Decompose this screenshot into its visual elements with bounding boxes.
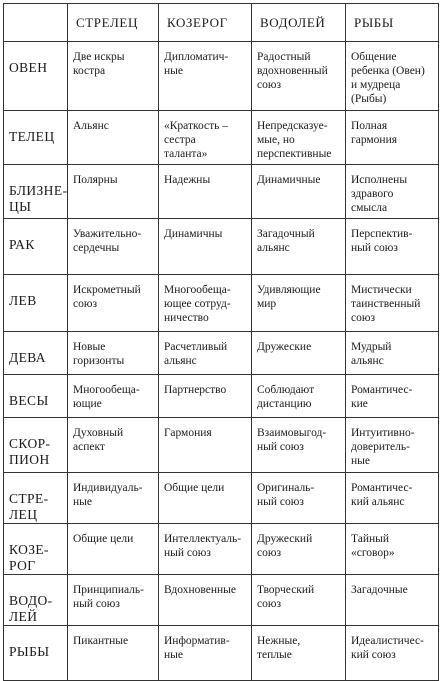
table-cell: Пикантные (68, 626, 159, 681)
table-cell: Полярны (68, 165, 159, 219)
table-cell: Гармония (159, 418, 252, 473)
header-row (4, 4, 439, 42)
row-header-leo: ЛЕВ (4, 275, 68, 332)
table-cell: Интуитивно- доверитель- ные (346, 418, 439, 473)
table-cell: Романтичес- кие (346, 375, 439, 418)
table-cell: Общие цели (68, 524, 159, 575)
table-row (4, 332, 439, 375)
table-cell: Общие цели (159, 473, 252, 524)
table-cell: Интеллектуаль- ный союз (159, 524, 252, 575)
row-header-sagittarius: СТРЕ- ЛЕЦ (4, 473, 68, 524)
corner-cell (4, 4, 68, 42)
table-cell: Перспектив- ный союз (346, 219, 439, 275)
table-cell: Уважительно- сердечны (68, 219, 159, 275)
table-cell: Партнерство (159, 375, 252, 418)
row-header-gemini: БЛИЗНЕ- ЦЫ (4, 165, 68, 219)
row-header-cancer: РАК (4, 219, 68, 275)
row-header-scorpio: СКОР- ПИОН (4, 418, 68, 473)
table-cell: «Краткость – сестра таланта» (159, 111, 252, 165)
table-cell: Идеалистичес- кий союз (346, 626, 439, 681)
table-cell: Оригиналь- ный союз (252, 473, 346, 524)
table-cell: Динамичны (159, 219, 252, 275)
table-cell: Удивляющие мир (252, 275, 346, 332)
table-row (4, 275, 439, 332)
column-header-capricorn: КОЗЕРОГ (159, 4, 252, 42)
table-row (4, 219, 439, 275)
table-cell: Дипломатич- ные (159, 42, 252, 111)
column-header-sagittarius: СТРЕЛЕЦ (68, 4, 159, 42)
table-row (4, 165, 439, 219)
table-cell: Тайный «сговор» (346, 524, 439, 575)
table-row (4, 575, 439, 626)
table-row (4, 375, 439, 418)
column-header-aquarius: ВОДОЛЕЙ (252, 4, 346, 42)
table-cell: Дружеские (252, 332, 346, 375)
table-cell: Индивидуаль- ные (68, 473, 159, 524)
compatibility-table (3, 3, 439, 681)
table-cell: Творческий союз (252, 575, 346, 626)
row-header-taurus: ТЕЛЕЦ (4, 111, 68, 165)
table-cell: Исполнены здравого смысла (346, 165, 439, 219)
table-cell: Мистически таинственный союз (346, 275, 439, 332)
table-row (4, 473, 439, 524)
table-cell: Принципиаль- ный союз (68, 575, 159, 626)
table-row (4, 524, 439, 575)
row-header-virgo: ДЕВА (4, 332, 68, 375)
column-header-pisces: РЫБЫ (346, 4, 439, 42)
row-header-libra: ВЕСЫ (4, 375, 68, 418)
table-cell: Нежные, теплые (252, 626, 346, 681)
row-header-aquarius: ВОДО- ЛЕЙ (4, 575, 68, 626)
table-cell: Загадочные (346, 575, 439, 626)
row-header-capricorn: КОЗЕ- РОГ (4, 524, 68, 575)
table-cell: Две искры костра (68, 42, 159, 111)
table-cell: Загадочный альянс (252, 219, 346, 275)
table-cell: Расчетливый альянс (159, 332, 252, 375)
table-cell: Соблюдают дистанцию (252, 375, 346, 418)
table-cell: Дружеский союз (252, 524, 346, 575)
table-row (4, 111, 439, 165)
table-cell: Надежны (159, 165, 252, 219)
table-cell: Многообеща- ющие (68, 375, 159, 418)
table-row (4, 626, 439, 681)
row-header-aries: ОВЕН (4, 42, 68, 111)
table-cell: Духовный аспект (68, 418, 159, 473)
table-cell: Мудрый альянс (346, 332, 439, 375)
table-cell: Альянс (68, 111, 159, 165)
table-cell: Информатив- ные (159, 626, 252, 681)
table-row (4, 42, 439, 111)
table-cell: Вдохновенные (159, 575, 252, 626)
table-row (4, 418, 439, 473)
table-cell: Полная гармония (346, 111, 439, 165)
table-cell: Взаимовыгод- ный союз (252, 418, 346, 473)
table-cell: Общение ребенка (Овен) и мудреца (Рыбы) (346, 42, 439, 111)
row-header-pisces: РЫБЫ (4, 626, 68, 681)
table-cell: Динамичные (252, 165, 346, 219)
table-cell: Радостный вдохновенный союз (252, 42, 346, 111)
table-cell: Новые горизонты (68, 332, 159, 375)
table-cell: Искрометный союз (68, 275, 159, 332)
table-cell: Романтичес- кий альянс (346, 473, 439, 524)
table-cell: Непредсказуе- мые, но перспективные (252, 111, 346, 165)
table-cell: Многообеща- ющее сотруд- ничество (159, 275, 252, 332)
